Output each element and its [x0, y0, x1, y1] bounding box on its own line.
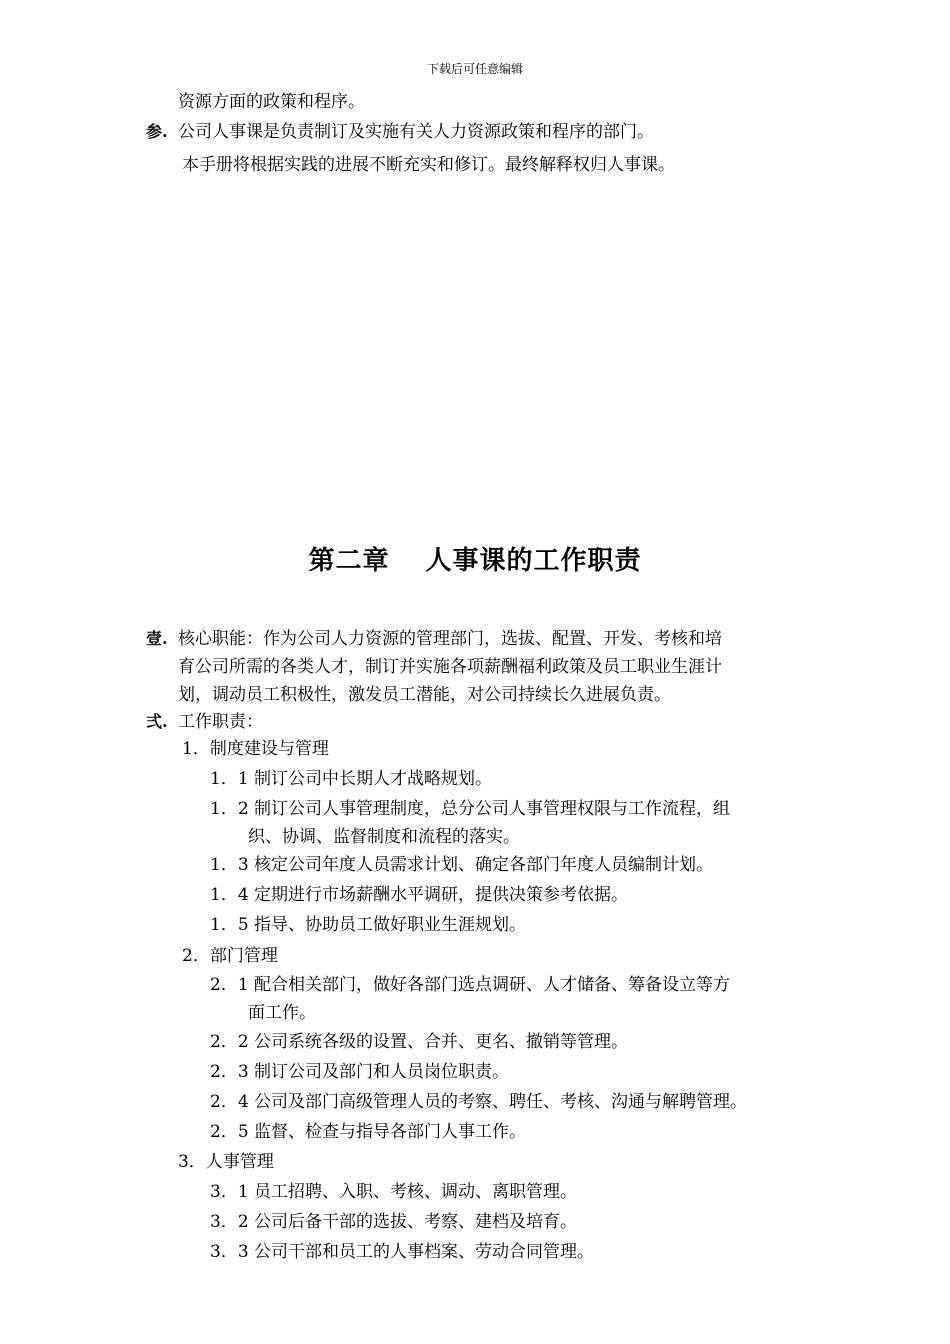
intro-item-3: 公司人事课是负责制订及实施有关人力资源政策和程序的部门。	[178, 122, 654, 142]
list-item: 2．5 监督、检查与指导各部门人事工作。	[210, 1122, 527, 1142]
list-item-continuation: 织、协调、监督制度和流程的落实。	[248, 827, 520, 847]
list-item: 2．1 配合相关部门，做好各部门选点调研、人才储备、筹备设立等方	[210, 975, 731, 995]
list-item: 3．1 员工招聘、入职、考核、调动、离职管理。	[210, 1182, 578, 1202]
intro-note: 本手册将根据实践的进展不断充实和修订。最终解释权归人事课。	[182, 155, 675, 175]
list-item: 1．2 制订公司人事管理制度，总分公司人事管理权限与工作流程，组	[210, 799, 731, 819]
section1-line: 育公司所需的各类人才，制订并实施各项薪酬福利政策及员工职业生涯计	[178, 657, 722, 677]
page-header: 下载后可任意编辑	[426, 62, 523, 76]
chapter-name: 人事课的工作职责	[425, 546, 642, 576]
list-item: 1．4 定期进行市场薪酬水平调研，提供决策参考依据。	[210, 885, 629, 905]
intro-line: 资源方面的政策和程序。	[178, 92, 365, 112]
list-item: 3．2 公司后备干部的选拔、考察、建档及培育。	[210, 1212, 578, 1232]
list-item: 1．5 指导、协助员工做好职业生涯规划。	[210, 915, 527, 935]
list-item: 1．1 制订公司中长期人才战略规划。	[210, 769, 493, 789]
list-marker: 弍.	[146, 712, 168, 731]
list-marker: 参.	[146, 122, 168, 141]
chapter-title	[0, 540, 950, 577]
section1-line: 核心职能：作为公司人力资源的管理部门，选拔、配置、开发、考核和培	[178, 629, 722, 649]
section1-line: 划，调动员工积极性，激发员工潜能，对公司持续长久进展负责。	[178, 685, 671, 705]
list-marker: 壹.	[146, 629, 168, 648]
section2-heading: 工作职责：	[178, 712, 263, 732]
list-item: 2．4 公司及部门高级管理人员的考察、聘任、考核、沟通与解聘管理。	[210, 1092, 748, 1112]
chapter-number: 第二章	[308, 546, 390, 576]
group-heading: 3．人事管理	[178, 1152, 274, 1172]
group-heading: 1．制度建设与管理	[182, 739, 329, 759]
list-item: 1．3 核定公司年度人员需求计划、确定各部门年度人员编制计划。	[210, 855, 714, 875]
list-item: 3．3 公司干部和员工的人事档案、劳动合同管理。	[210, 1242, 595, 1262]
list-item: 2．3 制订公司及部门和人员岗位职责。	[210, 1062, 510, 1082]
group-heading: 2．部门管理	[182, 946, 278, 966]
list-item: 2．2 公司系统各级的设置、合并、更名、撤销等管理。	[210, 1032, 629, 1052]
list-item-continuation: 面工作。	[248, 1003, 316, 1023]
